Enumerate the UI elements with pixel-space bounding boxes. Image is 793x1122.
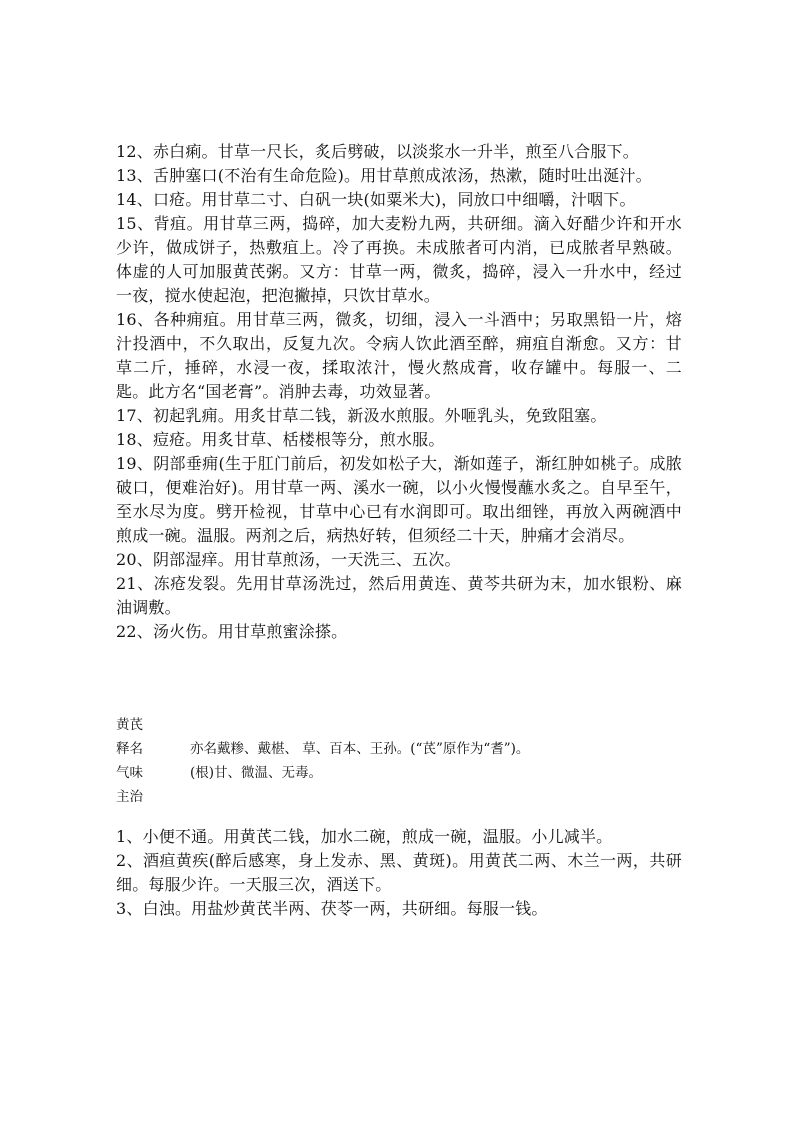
name-value: 亦名戴糁、戴椹、 草、百本、王孙。(“芪”原作为“耆”)。: [190, 741, 530, 757]
gancao-entry-22: 22、汤火伤。用甘草煎蜜涂搽。: [116, 622, 348, 641]
gancao-entry-19: 19、阴部垂痈(生于肛门前后，初发如松子大，渐如莲子，渐红肿如桃子。成脓破口，便难治好)。用甘草一两、溪水一碗，以小火慢慢蘸水炙之。自早至午，至水尽为度。劈开检视，甘草中心已有水润即可。取出细锉，再放入两碗酒中煎成一碗。温服。两剂之后，病热好转，但须经二十天，肿痛才会消尽。: [116, 454, 682, 545]
page-content: [116, 140, 682, 921]
gancao-entry-13: 13、舌肿塞口(不治有生命危险)。用甘草煎成浓汤，热漱，随时吐出涎汁。: [116, 166, 652, 185]
section-title-huangqi: 黄芪: [116, 717, 143, 733]
gancao-entry-15: 15、背疽。用甘草三两，捣碎，加大麦粉九两，共研细。滴入好醋少许和开水少许，做成饼子，热敷疽上。冷了再换。未成脓者可内消，已成脓者早熟破。体虚的人可加服黄芪粥。又方：甘草一两，微炙，捣碎，浸入一升水中，经过一夜，搅水使起泡，把泡撇掉，只饮甘草水。: [116, 214, 682, 305]
section-spacer: [116, 644, 682, 713]
gancao-entry-20: 20、阴部湿痒。用甘草煎汤，一天洗三、五次。: [116, 550, 461, 569]
taste-value: (根)甘、微温、无毒。: [190, 765, 323, 781]
taste-label: 气味: [116, 765, 143, 781]
huangqi-entry-3: 3、白浊。用盐炒黄芪半两、茯苓一两，共研细。每服一钱。: [116, 899, 548, 918]
taste-row: [116, 761, 682, 785]
name-row: [116, 737, 682, 761]
huangqi-entry-2: 2、酒疸黄疾(醉后感寒，身上发赤、黑、黄斑)。用黄芪二两、木兰一两，共研细。每服少许。一天服三次，酒送下。: [116, 851, 682, 894]
treat-spacer: [116, 809, 682, 825]
gancao-entry-18: 18、痘疮。用炙甘草、栝楼根等分，煎水服。: [116, 430, 445, 449]
gancao-entry-12: 12、赤白痢。甘草一尺长，炙后劈破，以淡浆水一升半，煎至八合服下。: [116, 142, 639, 161]
gancao-entry-21: 21、冻疮发裂。先用甘草汤洗过，然后用黄连、黄芩共研为末，加水银粉、麻油调敷。: [116, 574, 682, 617]
gancao-entry-16: 16、各种痈疽。用甘草三两，微炙，切细，浸入一斗酒中；另取黑铅一片，熔汁投酒中，不久取出，反复九次。令病人饮此酒至醉，痈疽自渐愈。又方：甘草二斤，捶碎，水浸一夜，揉取浓汁，慢火熬成膏，收存罐中。每服一、二匙。此方名“国老膏”。消肿去毒，功效显著。: [116, 310, 682, 401]
huangqi-entry-1: 1、小便不通。用黄芪二钱，加水二碗，煎成一碗，温服。小儿减半。: [116, 827, 613, 846]
gancao-entry-17: 17、初起乳痈。用炙甘草二钱，新汲水煎服。外咂乳头，免致阻塞。: [116, 406, 607, 425]
name-label: 释名: [116, 741, 143, 757]
gancao-entry-14: 14、口疮。用甘草二寸、白矾一块(如粟米大)，同放口中细嚼，汁咽下。: [116, 190, 636, 209]
treat-label: 主治: [116, 789, 143, 805]
